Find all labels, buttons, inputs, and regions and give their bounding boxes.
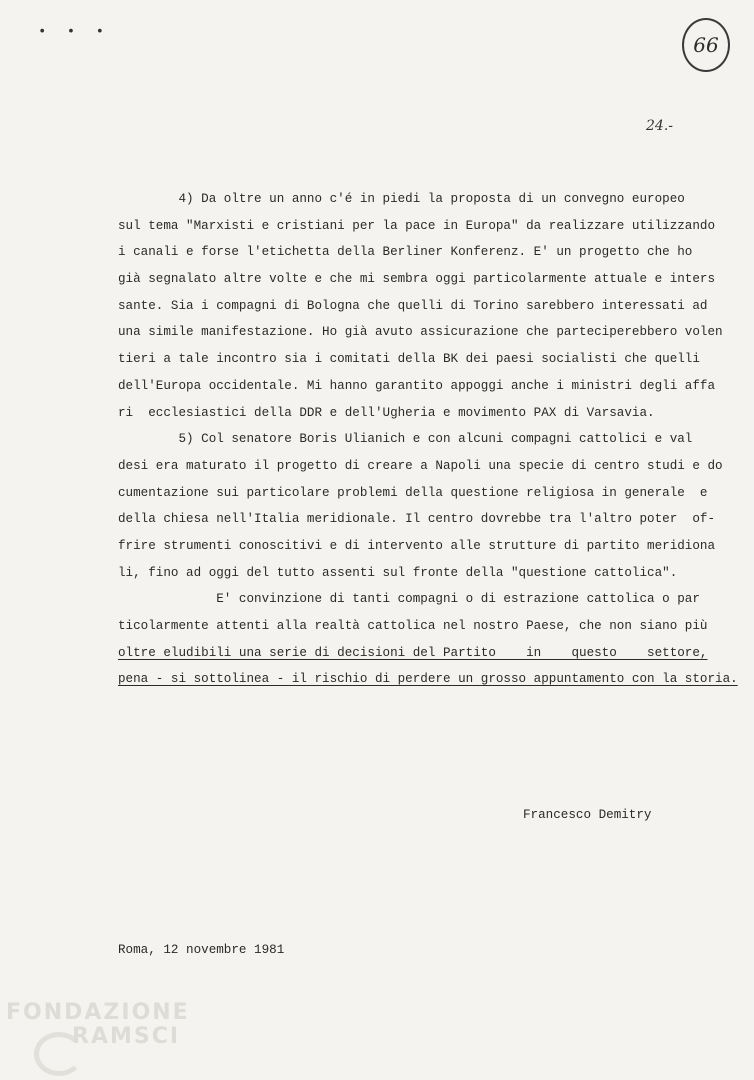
- signature: Francesco Demitry: [523, 808, 652, 822]
- text-line: sante. Sia i compagni di Bologna che quelli di Torino sarebbero interessati ad: [118, 298, 708, 313]
- text-line: E' convinzione di tanti compagni o di estrazione cattolica o par: [118, 592, 700, 607]
- text-line-underlined: oltre eludibili una serie di decisioni del Partito in questo settore,: [118, 645, 708, 660]
- body-text: [118, 186, 748, 693]
- place-date: Roma, 12 novembre 1981: [118, 943, 285, 957]
- watermark-logo: [6, 998, 196, 1070]
- text-line: ticolarmente attenti alla realtà cattolica nel nostro Paese, che non siano più: [118, 619, 708, 633]
- text-line: cumentazione sui particolare problemi della questione religiosa in generale e: [118, 485, 708, 500]
- text-line: ri ecclesiastici della DDR e dell'Ugheria e movimento PAX di Varsavia.: [118, 405, 655, 420]
- punch-dots: • • •: [38, 24, 111, 40]
- text-line: 5) Col senatore Boris Ulianich e con alcuni compagni cattolici e val: [118, 432, 693, 447]
- text-line: già segnalato altre volte e che mi sembra oggi particolarmente attuale e inters: [118, 272, 716, 287]
- watermark-line1: FONDAZIONE: [6, 1000, 190, 1025]
- text-line: una simile manifestazione. Ho già avuto assicurazione che parteciperebbero volen: [118, 325, 723, 340]
- page-number: 24.-: [646, 118, 673, 134]
- stamp-number: 66: [693, 33, 719, 57]
- archive-stamp: [682, 18, 730, 72]
- text-line: sul tema "Marxisti e cristiani per la pace in Europa" da realizzare utilizzando: [118, 218, 716, 233]
- text-line: desi era maturato il progetto di creare a Napoli una specie di centro studi e do: [118, 458, 723, 473]
- text-line: i canali e forse l'etichetta della Berliner Konferenz. E' un progetto che ho: [118, 245, 693, 260]
- watermark-line2: RAMSCI: [72, 1024, 181, 1049]
- text-line: dell'Europa occidentale. Mi hanno garantito appoggi anche i ministri degli affa: [118, 378, 716, 393]
- text-line: frire strumenti conoscitivi e di intervento alle strutture di partito meridiona: [118, 538, 716, 553]
- text-line: li, fino ad oggi del tutto assenti sul fronte della "questione cattolica".: [118, 565, 678, 580]
- text-line-underlined: pena - si sottolinea - il rischio di perdere un grosso appuntamento con la storia.: [118, 672, 738, 687]
- text-line: tieri a tale incontro sia i comitati della BK dei paesi socialisti che quelli: [118, 352, 700, 367]
- text-line: 4) Da oltre un anno c'é in piedi la proposta di un convegno europeo: [118, 192, 685, 206]
- text-line: della chiesa nell'Italia meridionale. Il centro dovrebbe tra l'altro poter of-: [118, 512, 716, 527]
